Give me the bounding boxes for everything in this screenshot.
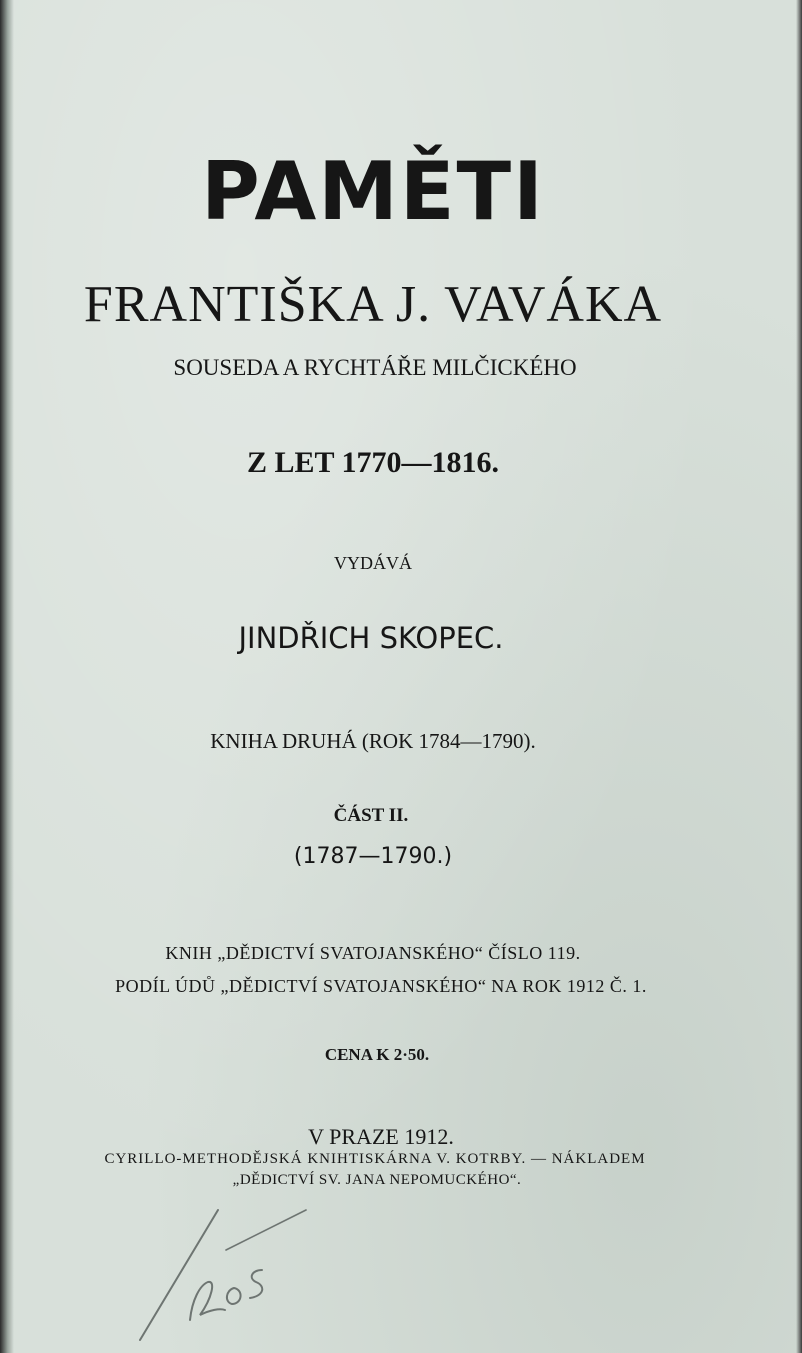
author-description: SOUSEDA A RYCHTÁŘE MILČICKÉHO — [173, 355, 577, 380]
price: CENA K 2·50. — [324, 1045, 430, 1064]
editor-name: JINDŘICH SKOPEC. — [238, 621, 504, 655]
series-line-2: PODÍL ÚDŮ „DĚDICTVÍ SVATOJANSKÉHO“ NA ROK 1912 Č. 1. — [115, 976, 647, 996]
book-volume: KNIHA DRUHÁ (ROK 1784—1790). — [210, 729, 536, 753]
pencil-mark — [130, 1190, 330, 1350]
series-line-1: KNIH „DĚDICTVÍ SVATOJANSKÉHO“ ČÍSLO 119. — [165, 943, 581, 963]
imprint-publisher: „DĚDICTVÍ SV. JANA NEPOMUCKÉHO“. — [232, 1172, 522, 1188]
book-title: PAMĚTI — [201, 145, 545, 238]
imprint-printer: CYRILLO-METHODĚJSKÁ KNIHTISKÁRNA V. KOTRBY. — NÁKLADEM — [104, 1151, 646, 1167]
imprint-city-year: V PRAZE 1912. — [308, 1124, 454, 1149]
page-edge-right — [796, 0, 802, 1353]
years-covered: Z LET 1770—1816. — [247, 446, 499, 479]
part-years: (1787—1790.) — [293, 844, 453, 869]
part-number: ČÁST II. — [333, 805, 409, 826]
publisher-label: VYDÁVÁ — [334, 553, 412, 573]
author-name: FRANTIŠKA J. VAVÁKA — [83, 276, 663, 333]
